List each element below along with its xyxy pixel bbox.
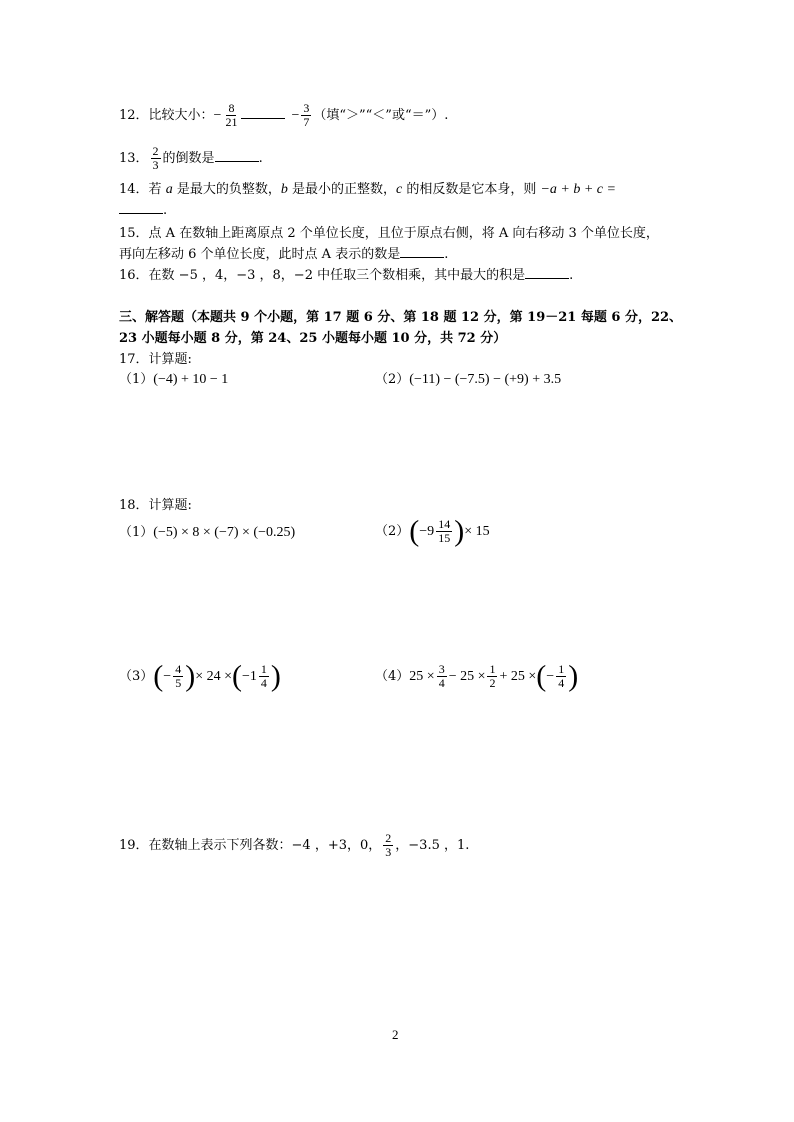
section-3-header-line-2 [119, 329, 506, 349]
q14-var-a: a [165, 182, 173, 197]
q19-prefix: 19．在数轴上表示下列各数：−4 ，+3，0， [119, 838, 382, 853]
q18-p3-mid: × 24 × [195, 669, 232, 684]
q17-p2-expression: (−11) − (−7.5) − (+9) + 3.5 [409, 372, 562, 387]
q18-p3-whole: −1 [241, 669, 257, 684]
q18-p4-n3: 1 [558, 662, 565, 676]
q14-text-1: 是最大的负整数， [172, 182, 281, 197]
q19-suffix: ，−3.5 ，1. [395, 838, 470, 853]
q14-text-3: 的相反数是它本身，则 [402, 182, 541, 197]
question-12 [119, 102, 448, 129]
q15-end: . [444, 247, 449, 262]
q18-p2-tail: × 15 [464, 524, 490, 539]
question-15 [119, 224, 659, 244]
q12-answer-blank[interactable] [241, 106, 285, 119]
q15-line-1: 15．点 A 在数轴上距离原点 2 个单位长度，且位于原点右侧，将 A 向右移动 3 个单位长度， [119, 226, 659, 241]
q17-title: 17．计算题: [119, 352, 192, 367]
q18-p4-n1: 3 [438, 662, 445, 676]
q18-p4-label: （4） [375, 669, 410, 684]
q12-fraction-2 [301, 102, 311, 129]
q13-num: 2 [152, 144, 159, 158]
q14-answer-blank[interactable] [119, 201, 163, 214]
q18-p4-fraction-1 [437, 663, 447, 690]
q18-p4-d2: 2 [489, 676, 496, 690]
q12-frac1-den: 21 [225, 115, 238, 129]
q18-p2-num: 14 [438, 517, 451, 531]
q18-p4-right-paren: ) [568, 659, 579, 693]
q18-p4-term-a: 25 × [409, 669, 435, 684]
q13-text: 的倒数是 [162, 151, 215, 166]
q13-prefix: 13． [119, 151, 149, 166]
q12-suffix: （填“＞”“＜”或“＝”）. [313, 108, 449, 123]
q12-prefix: 12．比较大小： [119, 108, 214, 123]
question-18-part-4 [375, 657, 578, 697]
question-14 [119, 180, 616, 200]
q15-line-2: 再向左移动 6 个单位长度，此时点 A 表示的数是 [119, 247, 401, 262]
q18-p3-right-paren-2: ) [270, 659, 281, 693]
q14-expression: −a + b + c = [540, 182, 616, 197]
q14-var-b: b [280, 182, 288, 197]
q18-p3-den: 5 [175, 676, 182, 690]
q18-p4-d1: 4 [438, 676, 445, 690]
q13-end: . [258, 151, 263, 166]
q18-p4-fraction-3 [556, 663, 566, 690]
q15-answer-blank[interactable] [400, 245, 444, 258]
q18-p3-sign: − [163, 669, 172, 684]
q12-frac2-num: 3 [303, 101, 310, 115]
q17-p1-expression: (−4) + 10 − 1 [153, 372, 229, 387]
q18-p2-den: 15 [438, 531, 451, 545]
q18-p3-fraction-2 [259, 663, 269, 690]
q16-answer-blank[interactable] [525, 266, 569, 279]
q18-p1-expression: (−5) × 8 × (−7) × (−0.25) [153, 525, 296, 540]
q17-p2-label: （2） [375, 372, 410, 387]
question-17-title [119, 350, 192, 370]
q19-den: 3 [385, 845, 392, 859]
question-13 [119, 145, 263, 172]
q13-den: 3 [152, 158, 159, 172]
q12-frac1-num: 8 [228, 101, 235, 115]
q12-sign2: − [291, 108, 300, 123]
q14-var-c: c [395, 182, 403, 197]
section-3-header [119, 308, 682, 328]
question-18-part-3 [119, 657, 281, 697]
q18-p4-term-b: − 25 × [448, 669, 486, 684]
question-19 [119, 832, 469, 860]
q16-text: 16．在数 −5 ，4，−3 ，8，−2 中任取三个数相乘，其中最大的积是 [119, 268, 526, 283]
question-16 [119, 266, 573, 286]
q18-p3-num: 4 [175, 662, 182, 676]
question-14-line-2 [119, 201, 167, 221]
q18-p3-left-paren-1: ( [153, 659, 164, 693]
q18-p2-right-paren: ) [454, 514, 465, 548]
q14-end: . [163, 203, 168, 218]
q14-text-2: 是最小的正整数， [287, 182, 396, 197]
q18-p3-num2: 1 [260, 662, 267, 676]
q14-start: 14．若 [119, 182, 166, 197]
q18-p3-label: （3） [119, 669, 154, 684]
question-17-part-1 [119, 370, 228, 390]
q19-num: 2 [385, 831, 392, 845]
question-17-part-2 [375, 370, 561, 390]
section-3-line-1: 三、解答题（本题共 9 个小题，第 17 题 6 分、第 18 题 12 分，第 19－21 每题 6 分，22、 [119, 310, 683, 325]
q18-p4-d3: 4 [558, 676, 565, 690]
q17-p1-label: （1） [119, 372, 154, 387]
q18-p2-left-paren: ( [409, 514, 420, 548]
q18-p3-fraction-1 [173, 663, 183, 690]
page-number: 2 [392, 1027, 399, 1042]
question-18-title [119, 496, 192, 516]
q18-p2-fraction [436, 518, 452, 545]
q18-p4-left-paren: ( [536, 659, 547, 693]
question-18-part-1 [119, 523, 295, 543]
q18-p1-label: （1） [119, 525, 154, 540]
q18-p2-label: （2） [375, 524, 410, 539]
q18-p4-n2: 1 [489, 662, 496, 676]
q12-frac2-den: 7 [303, 115, 310, 129]
q18-p3-right-paren-1: ) [185, 659, 196, 693]
q18-p4-fraction-2 [487, 663, 497, 690]
q12-fraction-1 [223, 102, 239, 129]
q18-p3-left-paren-2: ( [231, 659, 242, 693]
q13-answer-blank[interactable] [215, 149, 259, 162]
q18-p3-den2: 4 [260, 676, 267, 690]
q13-fraction [151, 145, 161, 172]
q16-end: . [569, 268, 574, 283]
q18-p4-term-c: + 25 × [499, 669, 537, 684]
question-15-line-2 [119, 245, 448, 265]
q18-p4-sign: − [546, 669, 555, 684]
q18-p2-whole: −9 [419, 524, 435, 539]
q18-title: 18．计算题: [119, 498, 192, 513]
section-3-line-2: 23 小题每小题 8 分，第 24、25 小题每小题 10 分，共 72 分） [119, 331, 507, 346]
q12-sign1: − [213, 108, 222, 123]
question-18-part-2 [375, 512, 490, 552]
q19-fraction [383, 832, 393, 859]
